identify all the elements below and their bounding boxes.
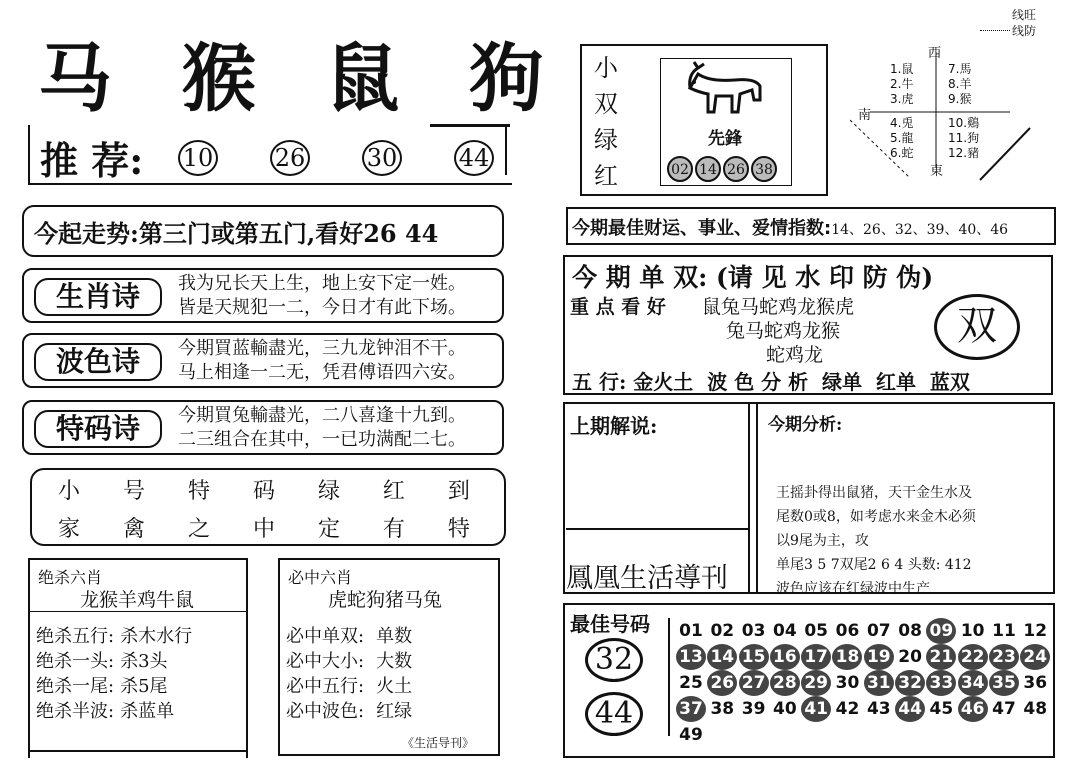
this-label: 今期分析: [768, 415, 843, 435]
number-cell: 06 [835, 621, 860, 641]
compass-east: 東 [930, 164, 944, 179]
number-cell: 38 [710, 699, 735, 719]
hint-char: 到 [447, 479, 470, 504]
compass-item: 1.鼠 [890, 62, 914, 76]
number-cell: 03 [741, 621, 766, 641]
compass-item: 9.猴 [948, 92, 972, 106]
analysis-line: 波色应该在红绿波中生产 [776, 581, 930, 597]
number-cell: 42 [835, 699, 860, 719]
hint-row [58, 512, 470, 543]
compass-lines [850, 40, 1040, 190]
number-cell: 47 [992, 699, 1016, 719]
poem-line: 今期買兔輸盡光，二八喜逢十九到。 [178, 405, 466, 426]
poem-label-special: 特码诗 [34, 410, 162, 448]
sd-bottom: 五 行: 金火土 波 色 分 析 绿单 红单 蓝双 [572, 370, 970, 394]
index-line [572, 214, 1008, 240]
number-cell: 28 [770, 670, 800, 696]
number-cell: 20 [898, 647, 922, 667]
must-title: 必中六肖 [288, 568, 353, 587]
analysis-brand: 鳳凰生活導刊 [566, 563, 728, 594]
number-cell: 05 [804, 621, 829, 641]
sd-line1: 鼠兔马蛇鸡龙猴虎 [702, 296, 855, 318]
sd-line3: 蛇鸡龙 [766, 344, 824, 366]
compass-item: 11.狗 [948, 131, 980, 145]
index-label: 今期最佳财运、事业、爱情指数: [572, 218, 832, 239]
number-cell: 12 [1023, 621, 1048, 641]
must-animals: 虎蛇狗猪马兔 [328, 589, 443, 611]
number-row [676, 696, 1056, 722]
kill-item: 绝杀一尾: 杀5尾 [36, 676, 168, 697]
sd-line2: 兔马蛇鸡龙猴 [726, 320, 841, 342]
number-cell: 08 [898, 621, 922, 641]
poem-label-color: 波色诗 [34, 343, 162, 381]
analysis-line: 以9尾为主，攻 [776, 533, 869, 549]
must-item: 必中波色: 红绿 [286, 701, 413, 722]
number-cell: 41 [801, 696, 831, 722]
compass-right-col [948, 62, 979, 161]
hint-char: 之 [187, 517, 210, 542]
compass-west: 西 [928, 46, 942, 61]
number-cell: 48 [1023, 699, 1048, 719]
number-cell: 16 [770, 644, 800, 670]
must-item: 必中单双: 单数 [286, 626, 413, 647]
number-cell: 26 [707, 670, 737, 696]
hint-char: 定 [317, 517, 340, 542]
number-row [676, 670, 1056, 696]
hint-char: 红 [382, 479, 405, 504]
poem-line: 我为兄长天上生，地上安下定一姓。 [178, 273, 466, 294]
number-cell: 22 [958, 644, 988, 670]
analysis-divider [756, 404, 758, 592]
must-item: 必中大小: 大数 [286, 651, 413, 672]
poem-line: 马上相逢一二无，凭君傅语四六安。 [178, 362, 466, 383]
number-cell: 21 [926, 644, 956, 670]
pioneer-number: 02 [667, 156, 693, 182]
number-cell: 31 [864, 670, 894, 696]
pioneer-numbers [667, 156, 777, 182]
number-cell: 43 [866, 699, 891, 719]
number-cell: 18 [832, 644, 862, 670]
analysis-rule [566, 528, 750, 530]
compass-item: 6.蛇 [890, 146, 914, 160]
kill-item: 绝杀一头: 杀3头 [36, 651, 168, 672]
compass-item: 2.牛 [890, 77, 914, 91]
compass-left-col [890, 62, 913, 161]
hint-char: 小 [58, 479, 81, 504]
kill-title: 绝杀六肖 [38, 568, 103, 587]
sd-focus-label: 重 点 看 好 [570, 296, 666, 318]
hint-char: 禽 [122, 517, 145, 542]
pioneer-char: 双 [594, 90, 618, 118]
pioneer-char: 红 [594, 162, 618, 190]
sd-badge: 双 [934, 294, 1020, 360]
analysis-line: 王摇卦得出鼠猪，天干金生水及 [776, 485, 972, 501]
number-row [676, 722, 1056, 748]
kill-item: 绝杀五行: 杀木水行 [36, 626, 193, 647]
number-cell: 46 [958, 696, 988, 722]
kill-animals: 龙猴羊鸡牛鼠 [80, 589, 195, 611]
recommend-number: 30 [362, 140, 402, 176]
number-cell: 44 [895, 696, 925, 722]
number-cell: 35 [989, 670, 1019, 696]
number-cell: 30 [835, 673, 860, 693]
index-values: 14、26、32、39、40、46 [831, 222, 1009, 238]
sd-heading: 今 期 单 双: (请 见 水 印 防 伪) [572, 263, 934, 292]
analysis-line: 尾数0或8，如考虑水来金木必须 [776, 509, 976, 525]
hint-char: 绿 [317, 479, 340, 504]
number-cell: 17 [801, 644, 831, 670]
must-items [286, 624, 412, 724]
number-cell: 49 [679, 725, 703, 745]
number-cell: 40 [773, 699, 797, 719]
number-cell: 27 [739, 670, 769, 696]
recommend-top-bar [430, 124, 510, 127]
number-row [676, 644, 1056, 670]
poem-line: 二三组合在其中，一已功满配二七。 [178, 429, 466, 450]
hint-char: 有 [382, 517, 405, 542]
number-cell: 01 [679, 621, 703, 641]
poem-label-zodiac: 生肖诗 [34, 278, 162, 316]
number-cell: 24 [1020, 644, 1050, 670]
number-cell: 34 [958, 670, 988, 696]
trend-text: 今起走势:第三门或第五门,看好26 44 [34, 219, 439, 248]
number-cell: 15 [739, 644, 769, 670]
best-pick: 32 [585, 638, 643, 682]
pioneer-number: 14 [695, 156, 721, 182]
number-cell: 39 [741, 699, 766, 719]
compass-item: 10.鷄 [948, 116, 980, 130]
number-cell: 29 [801, 670, 831, 696]
number-cell: 25 [679, 673, 703, 693]
topright-line1: 线旺 [1012, 8, 1037, 22]
hint-char: 号 [122, 479, 145, 504]
number-cell: 11 [992, 621, 1016, 641]
best-label: 最佳号码 [570, 612, 650, 636]
best-picks [585, 638, 643, 736]
must-footer: 《生活导刊》 [402, 736, 475, 750]
number-cell: 37 [676, 696, 706, 722]
compass-item: 5.龍 [890, 131, 914, 145]
goat-icon [680, 60, 770, 120]
kill-separator [28, 611, 248, 612]
number-cell: 13 [676, 644, 706, 670]
pioneer-char: 小 [594, 54, 618, 82]
topright-line2: 线防 [1012, 24, 1037, 38]
compass-item: 12.豬 [948, 146, 980, 160]
number-cell: 45 [929, 699, 954, 719]
pioneer-number: 38 [751, 156, 777, 182]
compass-south: 南 [858, 108, 872, 123]
number-cell: 19 [864, 644, 894, 670]
compass-item: 4.兎 [890, 116, 914, 130]
analysis-line: 单尾3 5 7双尾2 6 4 头数: 412 [776, 557, 972, 573]
hint-char: 中 [252, 517, 275, 542]
recommend-number: 44 [454, 140, 494, 176]
number-cell: 33 [926, 670, 956, 696]
number-cell: 04 [773, 621, 797, 641]
analysis-text [776, 481, 976, 601]
number-row [676, 618, 1056, 644]
hint-row [58, 474, 470, 505]
kill-box-top [28, 558, 248, 560]
must-item: 必中五行: 火土 [286, 676, 413, 697]
number-cell: 32 [895, 670, 925, 696]
recommend-numbers [178, 140, 494, 176]
number-cell: 14 [707, 644, 737, 670]
number-cell: 10 [960, 621, 985, 641]
hint-char: 码 [252, 479, 275, 504]
recommend-number: 10 [178, 140, 218, 176]
number-cell: 07 [866, 621, 891, 641]
hint-char: 家 [58, 517, 81, 542]
hint-char: 特 [187, 479, 210, 504]
hint-char: 特 [447, 517, 470, 542]
kill-item: 绝杀半波: 杀蓝单 [36, 701, 175, 722]
analysis-divider [748, 404, 750, 592]
poem-line: 皆是天规犯一二，今日才有此下场。 [178, 297, 466, 318]
recommend-box-right-edge [505, 125, 507, 175]
compass-item: 3.虎 [890, 92, 914, 106]
pioneer-char: 绿 [594, 126, 618, 154]
pioneer-number: 26 [723, 156, 749, 182]
number-cell: 09 [926, 618, 956, 644]
kill-box-bottom [28, 750, 248, 752]
pioneer-label: 先鋒 [708, 129, 742, 149]
number-cell: 23 [989, 644, 1019, 670]
page-title: 马 猴 鼠 狗 [38, 36, 566, 122]
poem-line: 今期買蓝輸盡光，三九龙钟泪不干。 [178, 338, 466, 359]
number-cell: 02 [710, 621, 735, 641]
best-grid-divider [668, 618, 670, 736]
recommend-number: 26 [270, 140, 310, 176]
recommend-label: 推 荐: [40, 138, 144, 183]
number-grid [676, 618, 1056, 754]
kill-items [36, 624, 192, 724]
best-pick: 44 [585, 692, 643, 736]
compass-item: 7.馬 [948, 62, 972, 76]
compass-item: 8.羊 [948, 77, 972, 91]
pioneer-vertical-text [594, 50, 618, 194]
number-cell: 36 [1023, 673, 1048, 693]
last-label: 上期解说: [570, 414, 658, 438]
topright-dots [980, 30, 1010, 31]
